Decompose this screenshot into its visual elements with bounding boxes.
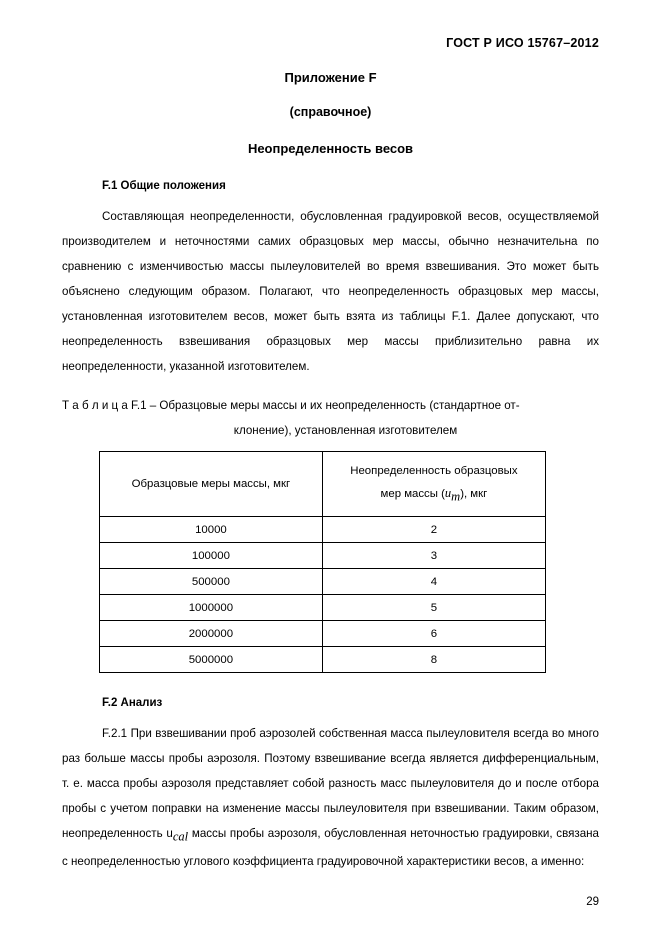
annex-title: Приложение F [284,70,377,85]
annex-name: Неопределенность весов [247,141,414,156]
table-header-uncertainty-line2-prefix: мер массы ( [380,488,445,501]
paragraph-f2-1-part1: F.2.1 При взвешивании проб аэрозолей собственная масса пылеуловителя всегда во много раз больше массы пробы аэрозоля. Поэтому взвешивание всегда является дифференциальным, т. е. масса пробы аэрозоля представляет собой разность масс пылеуловителя до и после отбора пробы с учетом поправки на изменение массы пылеуловителя при взвешивании. Таким образом, неопределенность u [62,727,599,840]
cell-mass: 500000 [100,569,323,595]
table-row [100,595,546,621]
table-header-uncertainty [322,452,545,517]
table-header-uncertainty-symbol: u [444,486,452,501]
cell-mass: 1000000 [100,595,323,621]
table-body [100,517,546,673]
table-caption [62,393,599,443]
cell-uncertainty: 8 [322,647,545,673]
cell-uncertainty: 2 [322,517,545,543]
cell-mass: 5000000 [100,647,323,673]
table-row [100,647,546,673]
cell-mass: 2000000 [100,621,323,647]
spacer [62,673,599,681]
subscript-cal: cal [172,829,189,844]
cell-mass: 100000 [100,543,323,569]
table-row [100,569,546,595]
standard-header: ГОСТ Р ИСО 15767–2012 [446,36,599,50]
table-header-reference-masses: Образцовые меры массы, мкг [100,452,323,517]
table-row [100,543,546,569]
table-header-uncertainty-subscript: m [451,489,461,504]
paragraph-f2-1-part2: массы пробы аэрозоля, обусловленная неточностью градуировки, связана с неопределенностью углового коэффициента градуировочной характеристики весов, а именно: [62,827,599,869]
table-header-uncertainty-line1: Неопределенность образцовых [350,465,518,478]
table-header-row [100,452,546,517]
table-caption-line1: Т а б л и ц а F.1 – Образцовые меры массы и их неопределенность (стандартное от- [62,399,520,412]
annex-subtitle: (справочное) [289,105,372,119]
mass-uncertainty-table [99,451,546,673]
paragraph-f1-1: Составляющая неопределенности, обусловленная градуировкой весов, осуществляемой производителем и неточностями самих образцовых мер массы, обычно незначительна по сравнению с изменчивостью массы пылеуловителей во время взвешивания. Это может быть объяснено следующим образом. Полагают, что неопределенность образцовых мер массы, установленная изготовителем весов, может быть взята из таблицы F.1. Далее допускают, что неопределенность взвешивания образцовых мер массы приблизительно равна их неопределенности, указанной изготовителем. [62,210,599,373]
table-head [100,452,546,517]
cell-uncertainty: 5 [322,595,545,621]
cell-uncertainty: 4 [322,569,545,595]
cell-uncertainty: 3 [322,543,545,569]
table-header-uncertainty-line2-suffix: ), мкг [460,488,488,501]
cell-mass: 10000 [100,517,323,543]
table-caption-line2: клонение), установленная изготовителем [233,424,458,437]
page-number: 29 [586,896,599,908]
section-heading-f1: F.1 Общие положения [102,180,226,192]
section-heading-f2: F.2 Анализ [102,697,163,709]
cell-uncertainty: 6 [322,621,545,647]
paragraph-f2-1 [62,721,599,874]
table-row [100,517,546,543]
table-row [100,621,546,647]
